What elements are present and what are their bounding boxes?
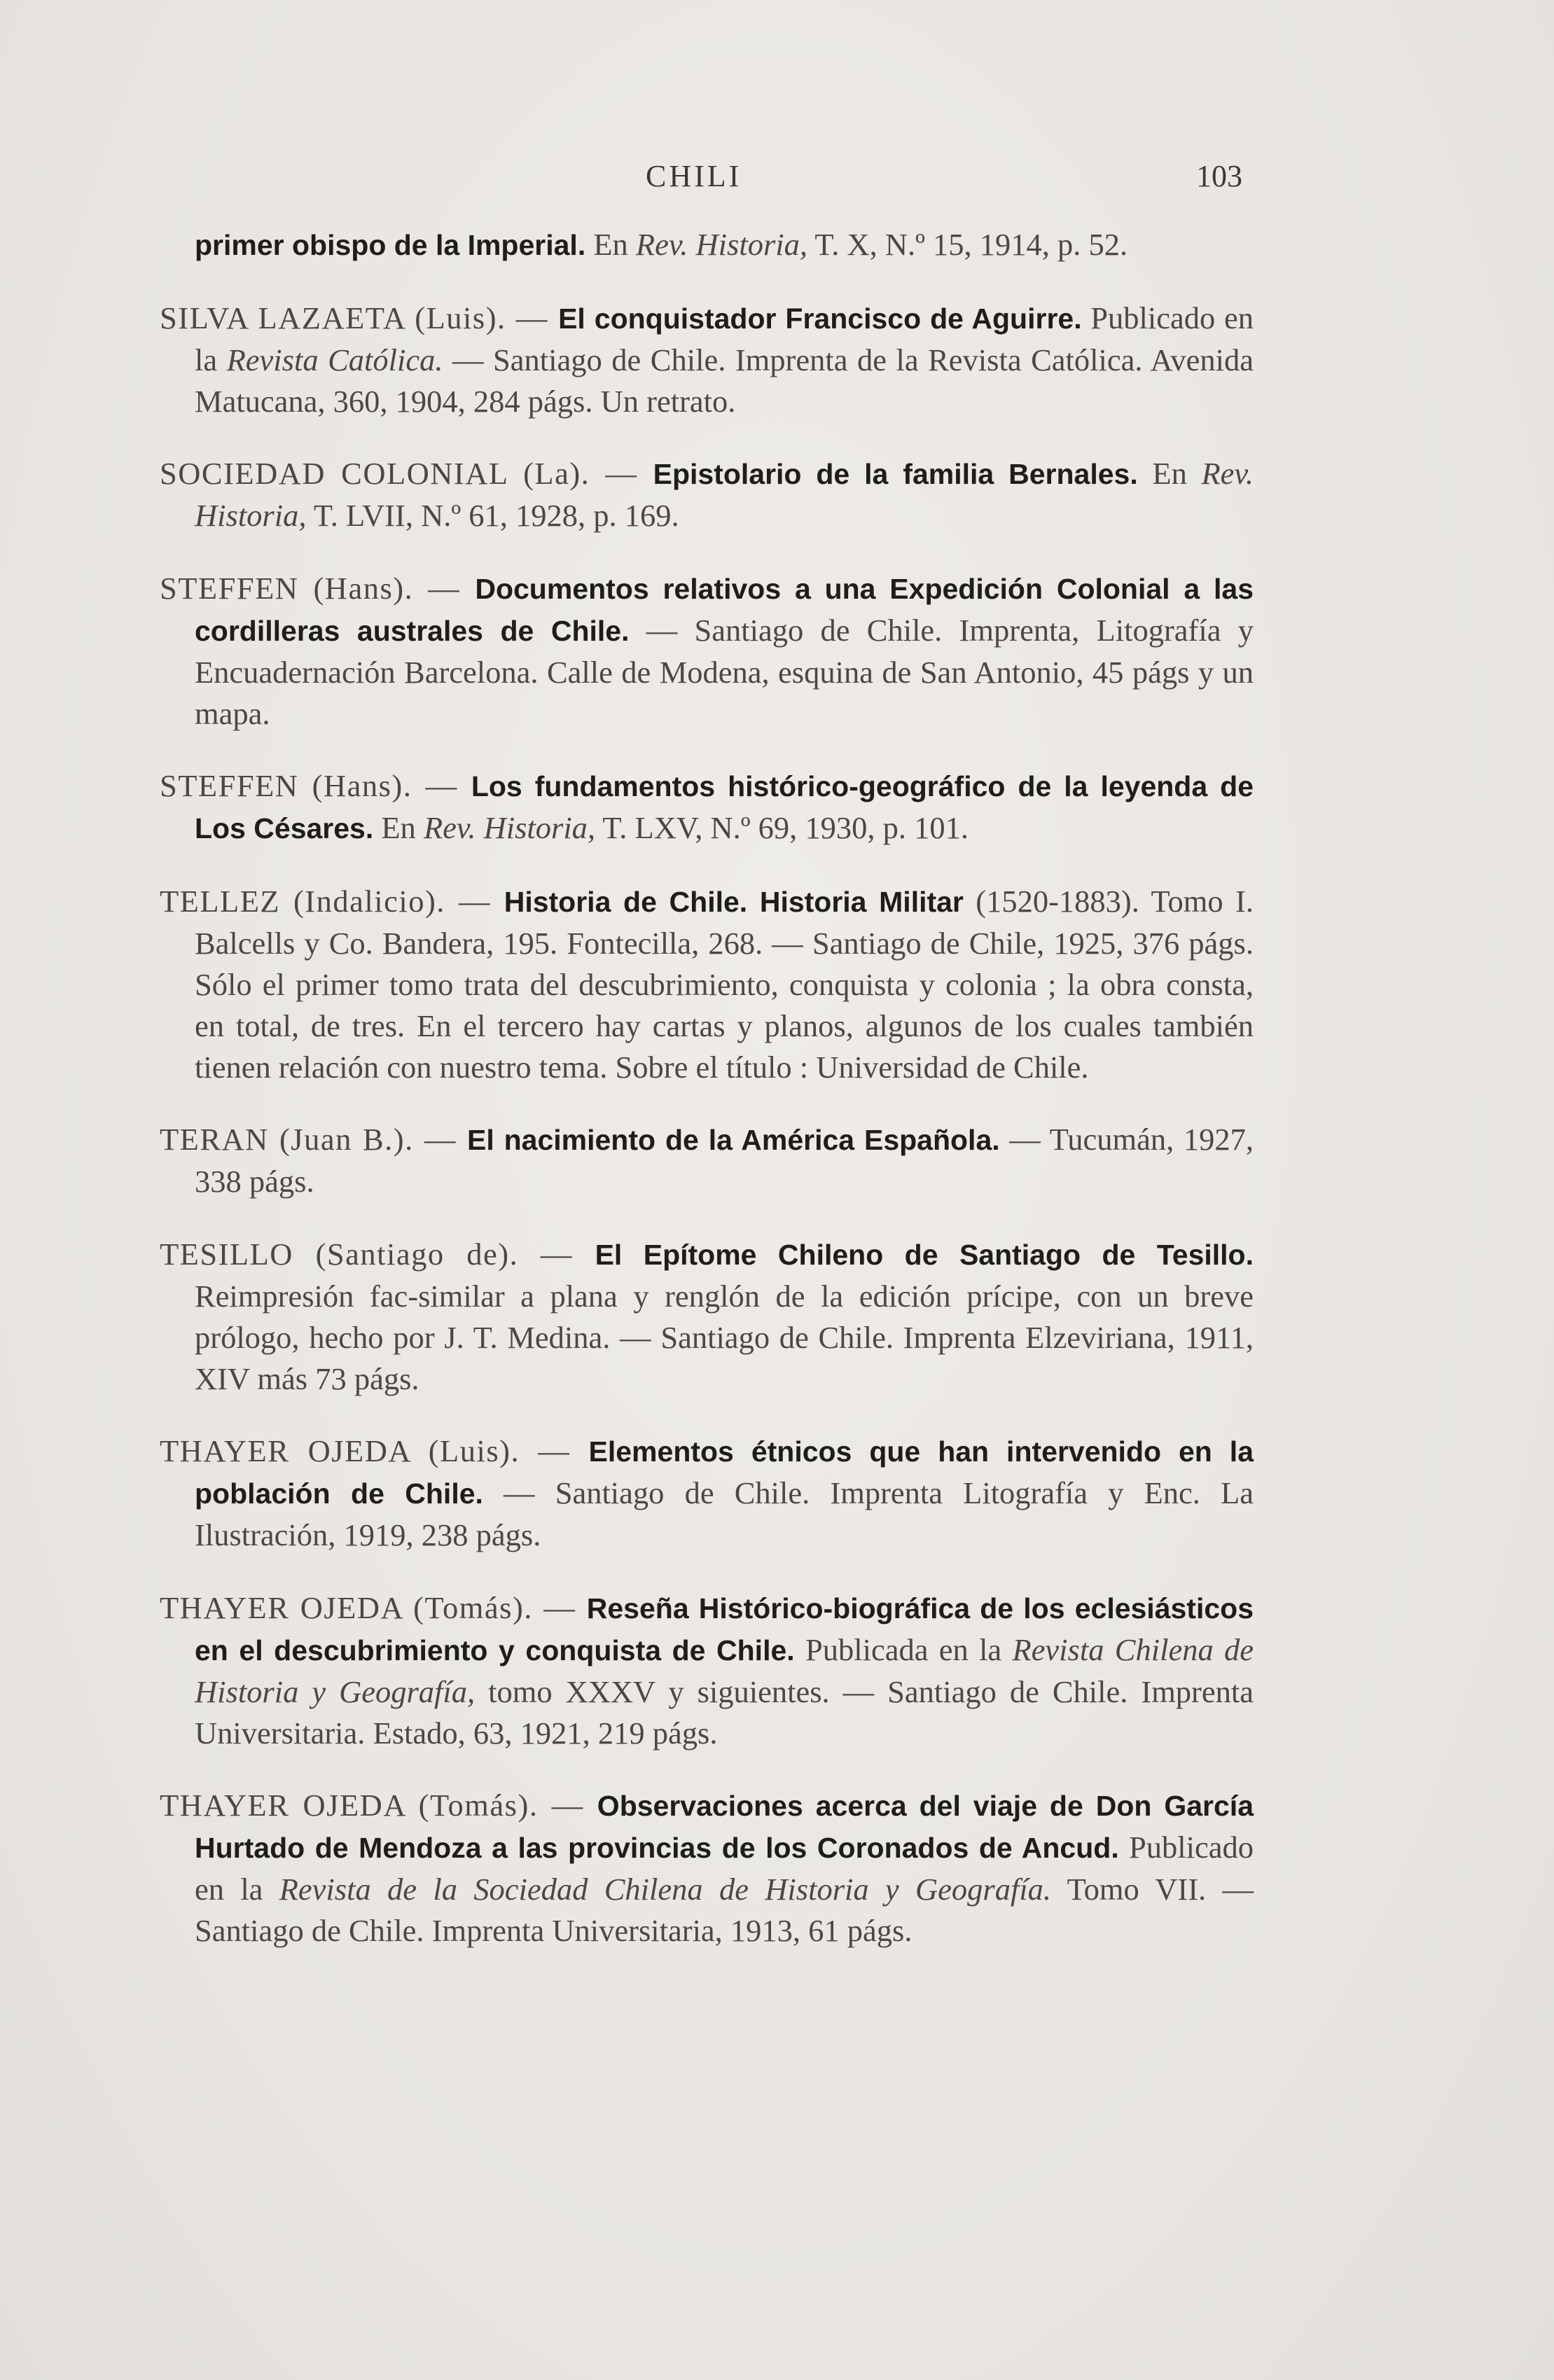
- entry-title: primer obispo de la Imperial.: [195, 229, 586, 261]
- entry-details: Publicado en la: [195, 1830, 1254, 1907]
- entry-title: Elementos étnicos que han intervenido en la población de Chile.: [195, 1435, 1254, 1510]
- bibliography-entry: [160, 1431, 1254, 1556]
- entry-source: Revista Católica.: [226, 342, 443, 377]
- entry-author: TELLEZ (Indalicio). —: [160, 883, 504, 919]
- bibliography-entry: [160, 298, 1254, 422]
- entry-source: Rev. Historia,: [635, 227, 808, 262]
- bibliography-entry: [160, 1587, 1254, 1754]
- entry-author: SILVA LAZAETA (Luis). —: [160, 300, 559, 335]
- entry-author: STEFFEN (Hans). —: [160, 768, 471, 803]
- bibliography-entry: [160, 1119, 1254, 1202]
- entry-details: En: [585, 227, 636, 262]
- entry-source: Rev. Historia,: [195, 456, 1254, 533]
- bibliography-entry: [160, 881, 1254, 1088]
- entry-author: TESILLO (Santiago de). —: [160, 1236, 595, 1272]
- entry-author: TERAN (Juan B.). —: [160, 1122, 467, 1157]
- entry-details: Publicado en la: [195, 300, 1254, 377]
- entry-details: — Tucumán, 1927, 338 págs.: [195, 1122, 1254, 1199]
- entry-title: Epistolario de la familia Bernales.: [653, 458, 1138, 490]
- entry-author: THAYER OJEDA (Luis). —: [160, 1433, 589, 1468]
- entry-imprint: T. LXV, N.º 69, 1930, p. 101.: [595, 810, 969, 845]
- entry-imprint: — Santiago de Chile. Imprenta de la Revista Católica. Avenida Matucana, 360, 1904, 284 págs. Un retrato.: [195, 342, 1254, 419]
- entry-author: THAYER OJEDA (Tomás). —: [160, 1589, 587, 1625]
- entry-source: Rev. Historia,: [423, 810, 596, 845]
- entry-details: En: [373, 810, 424, 845]
- entry-imprint: T. X, N.º 15, 1914, p. 52.: [807, 227, 1128, 262]
- entry-imprint: Tomo VII. — Santiago de Chile. Imprenta Universitaria, 1913, 61 págs.: [195, 1872, 1254, 1948]
- entry-title: Observaciones acerca del viaje de Don García Hurtado de Mendoza a las provincias de los Coronados de Ancud.: [195, 1790, 1254, 1864]
- entry-imprint: tomo XXXV y siguientes. — Santiago de Chile. Imprenta Universitaria. Estado, 63, 1921, 219 págs.: [195, 1673, 1254, 1751]
- entry-details: Publicada en la: [794, 1631, 1013, 1667]
- page-number: 103: [1196, 159, 1242, 193]
- entry-imprint: T. LVII, N.º 61, 1928, p. 169.: [306, 498, 679, 533]
- bibliography-list: [160, 224, 1254, 1958]
- entry-title: El conquistador Francisco de Aguirre.: [558, 302, 1082, 335]
- entry-details: — Santiago de Chile. Imprenta, Litografía y Encuadernación Barcelona. Calle de Modena, esquina de San Antonio, 45 págs y un mapa.: [195, 612, 1254, 731]
- bibliography-entry: [160, 568, 1254, 735]
- entry-details: En: [1137, 456, 1202, 491]
- entry-details: (1520-1883). Tomo I. Balcells y Co. Bandera, 195. Fontecilla, 268. — Santiago de Chile, 1925, 376 págs. Sólo el primer tomo trata del descubrimiento, conquista y colonia ; la obra consta, en total, de tres. En el tercero hay cartas y planos, algunos de los cuales también tienen relación con nuestro tema. Sobre el título : Universidad de Chile.: [195, 883, 1254, 1085]
- entry-details: — Santiago de Chile. Imprenta Litografía y Enc. La Ilustración, 1919, 238 págs.: [195, 1475, 1254, 1552]
- bibliography-entry: [160, 224, 1254, 266]
- entry-title: Documentos relativos a una Expedición Colonial a las cordilleras australes de Chile.: [195, 572, 1254, 647]
- entry-title: El Epítome Chileno de Santiago de Tesillo.: [595, 1238, 1254, 1271]
- running-title: CHILI: [646, 159, 742, 193]
- bibliography-entry: [160, 1785, 1254, 1951]
- bibliography-entry: [160, 453, 1254, 536]
- bibliography-entry: [160, 765, 1254, 849]
- page-header: [0, 158, 1554, 207]
- entry-author: THAYER OJEDA (Tomás). —: [160, 1788, 597, 1823]
- entry-details: Reimpresión fac-similar a plana y renglón de la edición prícipe, con un breve prólogo, hecho por J. T. Medina. — Santiago de Chile. Imprenta Elzeviriana, 1911, XIV más 73 págs.: [195, 1278, 1254, 1396]
- entry-author: SOCIEDAD COLONIAL (La). —: [160, 456, 653, 491]
- entry-title: Historia de Chile. Historia Militar: [504, 885, 964, 918]
- entry-source: Revista de la Sociedad Chilena de Historia y Geografía.: [279, 1872, 1052, 1907]
- bibliography-entry: [160, 1234, 1254, 1400]
- entry-title: El nacimiento de la América Española.: [466, 1124, 1000, 1156]
- entry-title: Los fundamentos histórico-geográfico de la leyenda de Los Césares.: [195, 770, 1254, 844]
- entry-author: STEFFEN (Hans). —: [160, 570, 476, 606]
- entry-title: Reseña Histórico-biográfica de los eclesiásticos en el descubrimiento y conquista de Chile.: [195, 1592, 1254, 1666]
- entry-source: Revista Chilena de Historia y Geografía,: [195, 1631, 1254, 1709]
